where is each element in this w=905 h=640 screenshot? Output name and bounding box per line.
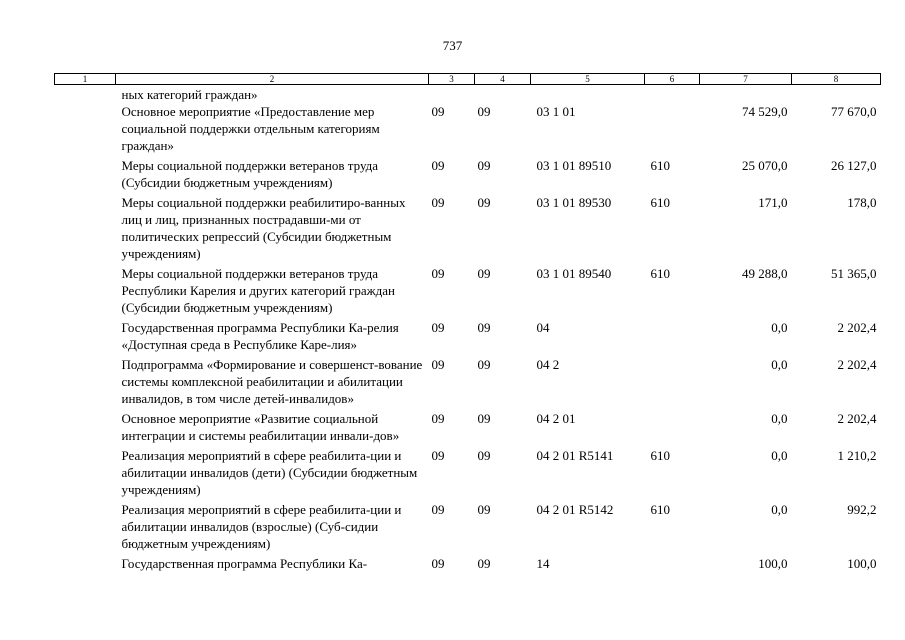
amount-year-1: 171,0	[758, 195, 788, 210]
amount-year-2: 2 202,4	[837, 357, 877, 372]
subsection-code: 09	[477, 266, 491, 281]
empty-cell	[55, 154, 116, 191]
amount-year-2: 2 202,4	[837, 411, 877, 426]
empty-cell	[55, 262, 116, 316]
row-name: Государственная программа Республики Ка-релия «Доступная среда в Республике Каре-лия»	[121, 320, 399, 352]
continued-row	[55, 85, 881, 104]
section-code: 09	[431, 158, 445, 173]
subsection-code: 09	[477, 195, 491, 210]
amount-year-2: 77 670,0	[831, 104, 877, 119]
expense-type-code: 610	[650, 266, 670, 281]
table-row	[55, 316, 881, 353]
column-header: 5	[531, 74, 645, 85]
amount-year-2: 992,2	[847, 502, 877, 517]
table-row	[55, 353, 881, 407]
expense-type-code: 610	[650, 502, 670, 517]
amount-year-2: 100,0	[847, 556, 877, 571]
empty-cell	[55, 103, 116, 154]
target-article-code: 03 1 01 89540	[536, 266, 612, 281]
amount-year-2: 2 202,4	[837, 320, 877, 335]
empty-cell	[55, 407, 116, 444]
page-number: 737	[442, 38, 463, 53]
section-code: 09	[431, 357, 445, 372]
expense-type-code: 610	[650, 158, 670, 173]
subsection-code: 09	[477, 448, 491, 463]
table-row	[55, 498, 881, 552]
table-row	[55, 191, 881, 262]
row-name: Основное мероприятие «Развитие социальной интеграции и системы реабилитации инвали-дов»	[121, 411, 400, 443]
section-code: 09	[431, 556, 445, 571]
column-header: 6	[645, 74, 700, 85]
table-row	[55, 262, 881, 316]
column-header: 4	[475, 74, 531, 85]
row-name: Меры социальной поддержки реабилитиро-ванных лиц и лиц, признанных пострадавши-ми от политических репрессий (Субсидии бюджетным учреждениям)	[121, 195, 406, 261]
target-article-code: 03 1 01 89530	[536, 195, 612, 210]
expense-type-code	[645, 407, 700, 444]
amount-year-1: 74 529,0	[742, 104, 788, 119]
expense-type-code	[645, 353, 700, 407]
target-article-code: 04 2 01 R5142	[536, 502, 614, 517]
column-header: 2	[116, 74, 429, 85]
row-name: Реализация мероприятий в сфере реабилита-ции и абилитации инвалидов (взрослые) (Суб-сидии бюджетным учреждениям)	[121, 502, 402, 551]
amount-year-1: 0,0	[771, 502, 788, 517]
expense-type-code	[645, 316, 700, 353]
row-name: Государственная программа Республики Ка-	[121, 556, 368, 571]
section-code: 09	[431, 411, 445, 426]
row-name: Основное мероприятие «Предоставление мер социальной поддержки отдельным категориям граждан»	[121, 104, 380, 153]
table-row	[55, 154, 881, 191]
empty-cell	[55, 316, 116, 353]
empty-cell	[55, 552, 116, 572]
amount-year-1: 0,0	[771, 357, 788, 372]
expense-type-code	[645, 103, 700, 154]
column-number-row	[55, 74, 881, 85]
table-row	[55, 444, 881, 498]
target-article-code: 14	[536, 556, 550, 571]
section-code: 09	[431, 195, 445, 210]
amount-year-1: 25 070,0	[742, 158, 788, 173]
amount-year-2: 1 210,2	[837, 448, 877, 463]
row-name: Реализация мероприятий в сфере реабилита-ции и абилитации инвалидов (дети) (Субсидии бюджетным учреждениям)	[121, 448, 418, 497]
empty-cell	[55, 353, 116, 407]
row-name: Меры социальной поддержки ветеранов труда (Субсидии бюджетным учреждениям)	[121, 158, 379, 190]
amount-year-1: 0,0	[771, 448, 788, 463]
column-header: 3	[429, 74, 475, 85]
expense-type-code: 610	[650, 195, 670, 210]
empty-cell	[55, 191, 116, 262]
subsection-code: 09	[477, 357, 491, 372]
subsection-code: 09	[477, 411, 491, 426]
target-article-code: 03 1 01 89510	[536, 158, 612, 173]
section-code: 09	[431, 502, 445, 517]
amount-year-2: 178,0	[847, 195, 877, 210]
subsection-code: 09	[477, 104, 491, 119]
section-code: 09	[431, 320, 445, 335]
column-header: 8	[792, 74, 881, 85]
subsection-code: 09	[477, 502, 491, 517]
target-article-code: 03 1 01	[536, 104, 576, 119]
subsection-code: 09	[477, 556, 491, 571]
amount-year-2: 51 365,0	[831, 266, 877, 281]
subsection-code: 09	[477, 320, 491, 335]
budget-table	[54, 73, 881, 572]
target-article-code: 04 2 01	[536, 411, 576, 426]
empty-cell	[55, 498, 116, 552]
amount-year-1: 49 288,0	[742, 266, 788, 281]
target-article-code: 04	[536, 320, 550, 335]
section-code: 09	[431, 266, 445, 281]
expense-type-code: 610	[650, 448, 670, 463]
table-row	[55, 103, 881, 154]
target-article-code: 04 2	[536, 357, 560, 372]
target-article-code: 04 2 01 R5141	[536, 448, 614, 463]
expense-type-code	[645, 552, 700, 572]
section-code: 09	[431, 448, 445, 463]
amount-year-1: 0,0	[771, 411, 788, 426]
subsection-code: 09	[477, 158, 491, 173]
table-row	[55, 407, 881, 444]
amount-year-1: 0,0	[771, 320, 788, 335]
row-name: Подпрограмма «Формирование и совершенст-вование системы комплексной реабилитации и абилитации инвалидов, в том числе детей-инвалидов»	[121, 357, 423, 406]
empty-cell	[55, 444, 116, 498]
continued-text: ных категорий граждан»	[121, 87, 258, 102]
column-header: 7	[700, 74, 792, 85]
budget-table-wrapper	[54, 73, 880, 572]
column-header: 1	[55, 74, 116, 85]
table-row	[55, 552, 881, 572]
row-name: Меры социальной поддержки ветеранов труда Республики Карелия и других категорий граждан (Субсидии бюджетным учреждениям)	[121, 266, 395, 315]
amount-year-1: 100,0	[758, 556, 788, 571]
amount-year-2: 26 127,0	[831, 158, 877, 173]
section-code: 09	[431, 104, 445, 119]
